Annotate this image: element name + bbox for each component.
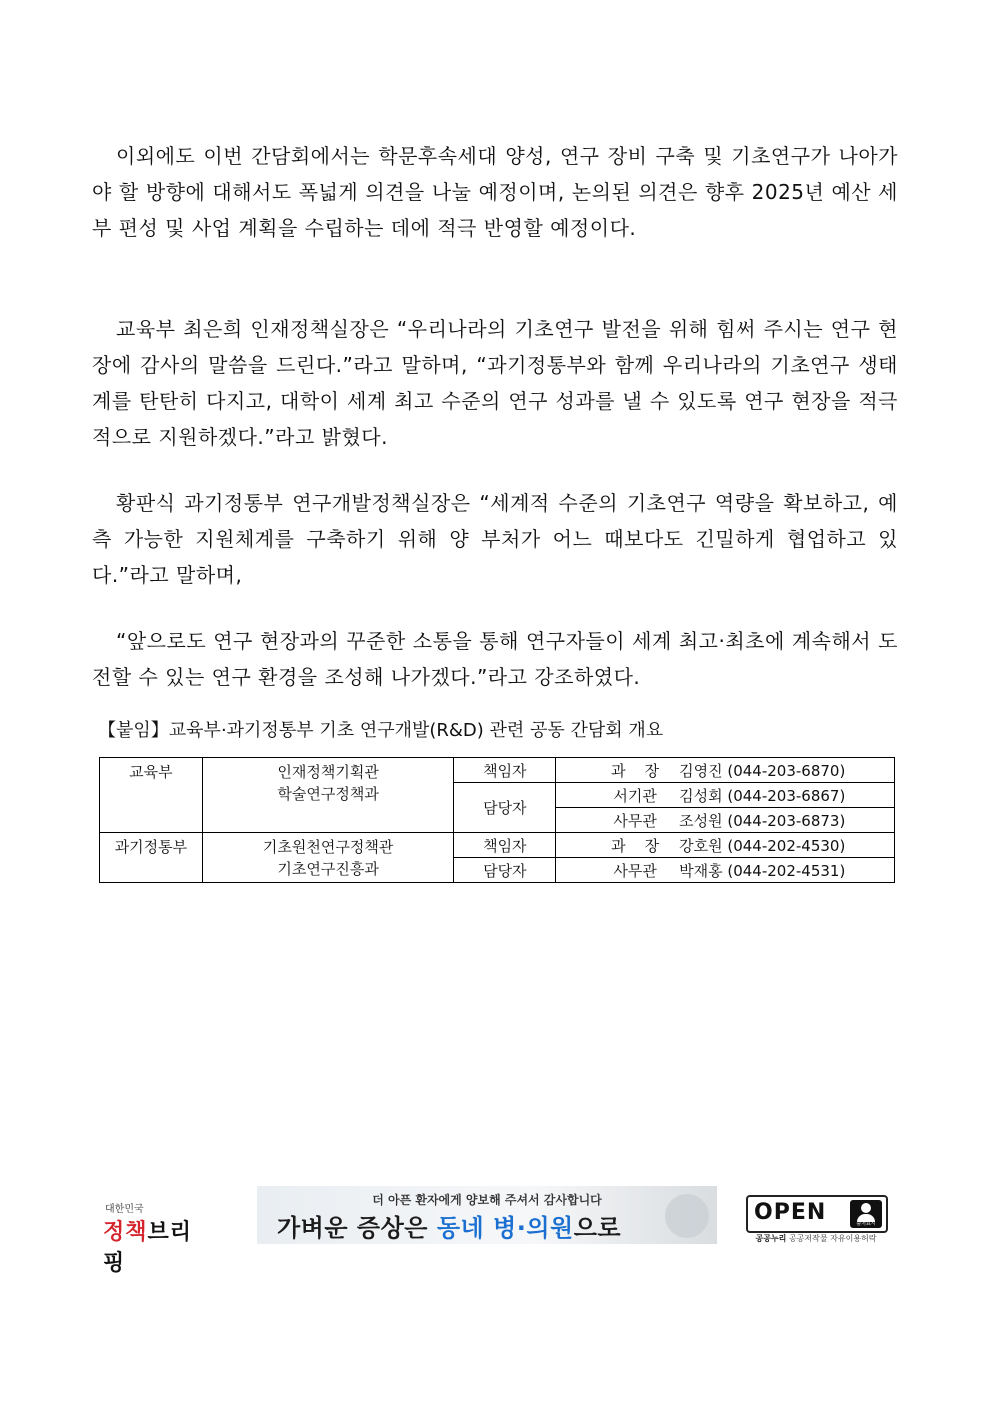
- open-label: OPEN: [754, 1200, 827, 1225]
- contacts-table: [99, 757, 895, 883]
- department-cell: 인재정책기획관 학술연구정책과: [202, 758, 454, 833]
- paragraph-1: 이외에도 이번 간담회에서는 학문후속세대 양성, 연구 장비 구축 및 기초연구가 나아가야 할 방향에 대해서도 폭넓게 의견을 나눌 예정이며, 논의된 의견은 향후 2025년 예산 세부 편성 및 사업 계획을 수립하는 데에 적극 반영할 예정이다.: [92, 144, 898, 240]
- table-row: [100, 833, 895, 858]
- role-cell: 담당자: [454, 858, 556, 883]
- banner-headline: 가벼운 증상은 동네 병·의원으로: [277, 1214, 622, 1242]
- open-caption: 공공누리 공공저작물 자유이용허락: [755, 1234, 877, 1243]
- paragraph-4: “앞으로도 연구 현장과의 꾸준한 소통을 통해 연구자들이 세계 최고·최초에 계속해서 도전할 수 있는 연구 환경을 조성해 나가겠다.”라고 강조하였다.: [92, 629, 898, 689]
- table-row: [100, 758, 895, 783]
- banner-image: [665, 1194, 709, 1238]
- paragraph-2: 교육부 최은희 인재정책실장은 “우리나라의 기초연구 발전을 위해 힘써 주시는 연구 현장에 감사의 말씀을 드린다.”라고 말하며, “과기정통부와 함께 우리나라의 기초연구 생태계를 탄탄히 다지고, 대학이 세계 최고 수준의 연구 성과를 낼 수 있도록 연구 현장을 적극적으로 지원하겠다.”라고 밝혔다.: [92, 317, 898, 449]
- contact-cell: 서기관 김성회 (044-203-6867): [556, 783, 895, 808]
- department-cell: 기초원천연구정책관 기초연구진흥과: [202, 833, 454, 883]
- campaign-banner: [257, 1186, 717, 1244]
- kogl-open-badge: [746, 1195, 886, 1241]
- role-cell: 책임자: [454, 758, 556, 783]
- ministry-cell: 교육부: [100, 758, 203, 833]
- ministry-cell: 과기정통부: [100, 833, 203, 883]
- logo-caption: 대한민국: [105, 1204, 144, 1215]
- policy-briefing-logo: [103, 1200, 213, 1276]
- role-cell: 책임자: [454, 833, 556, 858]
- contact-cell: 과 장 강호원 (044-202-4530): [556, 833, 895, 858]
- role-cell: 담당자: [454, 783, 556, 833]
- paragraph-3: 황판식 과기정통부 연구개발정책실장은 “세계적 수준의 기초연구 역량을 확보하고, 예측 가능한 지원체계를 구축하기 위해 양 부처가 어느 때보다도 긴밀하게 협업하고 있다.”라고 말하며,: [92, 491, 898, 587]
- banner-subtitle: 더 아픈 환자에게 양보해 주셔서 감사합니다: [372, 1193, 602, 1207]
- person-icon: 출처표시: [850, 1200, 882, 1228]
- contact-cell: 과 장 김영진 (044-203-6870): [556, 758, 895, 783]
- contact-cell: 사무관 조성원 (044-203-6873): [556, 808, 895, 833]
- contact-cell: 사무관 박재홍 (044-202-4531): [556, 858, 895, 883]
- logo-wordmark: 정책브리핑: [103, 1220, 193, 1276]
- attachment-title: 【붙임】교육부·과기정통부 기초 연구개발(R&D) 관련 공동 간담회 개요: [98, 720, 664, 741]
